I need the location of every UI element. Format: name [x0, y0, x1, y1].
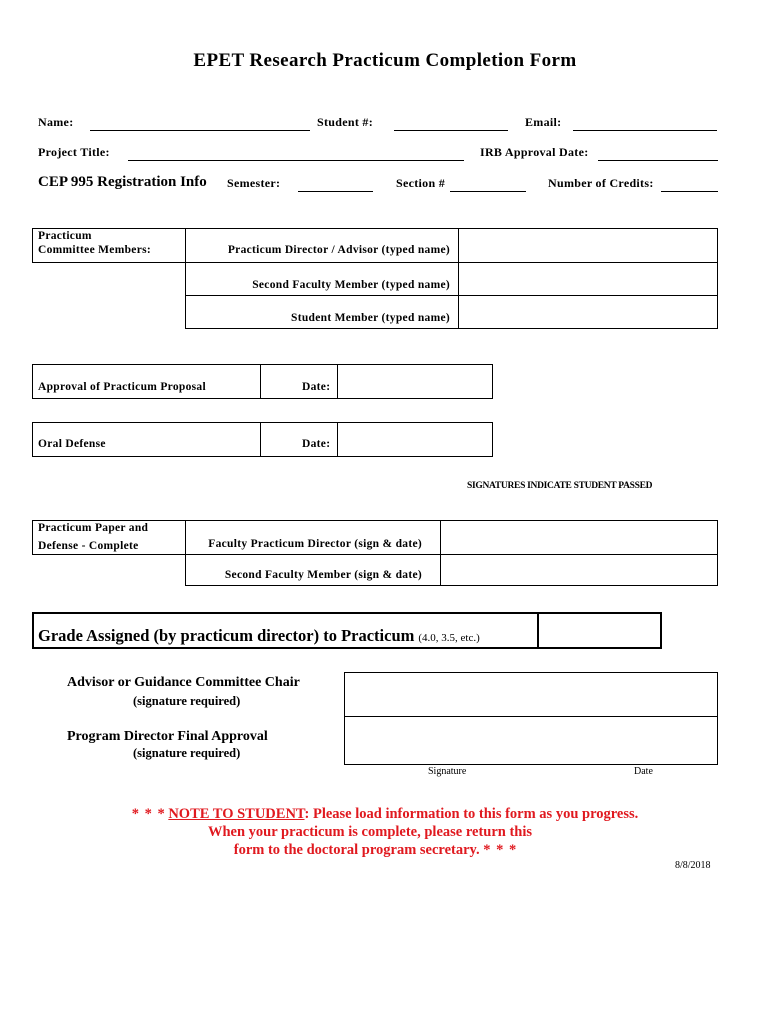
- oral-defense-label: Oral Defense: [38, 438, 106, 450]
- oral-divider-2: [337, 422, 338, 457]
- final-approvals-divider: [344, 716, 718, 717]
- date-caption: Date: [634, 766, 653, 777]
- committee-row-second-faculty-label: Second Faculty Member (typed name): [252, 279, 450, 291]
- semester-label: Semester:: [227, 176, 281, 190]
- page-title: EPET Research Practicum Completion Form: [193, 50, 577, 71]
- completion-label-line2: Defense - Complete: [38, 540, 139, 552]
- note-line-1: [0, 805, 770, 823]
- completion-row-second-faculty-field[interactable]: [442, 555, 717, 585]
- proposal-date-label: Date:: [302, 381, 331, 393]
- irb-approval-label: IRB Approval Date:: [480, 145, 589, 159]
- section-field[interactable]: [450, 191, 526, 192]
- completion-row-director-field[interactable]: [442, 521, 717, 553]
- committee-row-student-field[interactable]: [460, 296, 717, 328]
- oral-date-field[interactable]: [339, 423, 491, 456]
- proposal-divider-2: [337, 364, 338, 399]
- irb-approval-field[interactable]: [598, 160, 718, 161]
- advisor-approval-label: Advisor or Guidance Committee Chair: [67, 675, 300, 690]
- email-label: Email:: [525, 115, 562, 129]
- committee-row-director-field[interactable]: [460, 229, 717, 261]
- name-label: Name:: [38, 115, 74, 129]
- credits-label: Number of Credits:: [548, 176, 654, 190]
- name-field[interactable]: [90, 130, 310, 131]
- oral-divider-1: [260, 422, 261, 457]
- oral-date-label: Date:: [302, 438, 331, 450]
- proposal-divider-1: [260, 364, 261, 399]
- committee-label-line2: Committee Members:: [38, 244, 151, 256]
- note-line-3-text: form to the doctoral program secretary.: [233, 842, 480, 858]
- completion-divider: [440, 520, 441, 586]
- note-stars-left: * * *: [131, 806, 165, 822]
- student-number-label: Student #:: [317, 115, 374, 129]
- program-director-signature-field[interactable]: [346, 718, 716, 764]
- project-title-field[interactable]: [128, 160, 464, 161]
- grade-label: Grade Assigned (by practicum director) to Practicum: [38, 626, 415, 645]
- committee-row-director-label: Practicum Director / Advisor (typed name): [227, 244, 450, 256]
- signatures-note: SIGNATURES INDICATE STUDENT PASSED: [467, 481, 653, 491]
- grade-hint: (4.0, 3.5, etc.): [418, 632, 480, 644]
- advisor-approval-sub: (signature required): [133, 694, 241, 708]
- committee-label-line1: Practicum: [38, 230, 92, 242]
- committee-divider: [458, 228, 459, 329]
- note-stars-right: * * *: [483, 842, 517, 858]
- semester-field[interactable]: [298, 191, 373, 192]
- cep-registration-label: CEP 995 Registration Info: [38, 174, 207, 190]
- committee-row-student-label: Student Member (typed name): [291, 312, 450, 324]
- section-label: Section #: [396, 176, 446, 190]
- project-title-label: Project Title:: [38, 145, 110, 159]
- footer-date: 8/8/2018: [675, 860, 711, 871]
- program-approval-label: Program Director Final Approval: [67, 729, 268, 744]
- completion-row-director-label: Faculty Practicum Director (sign & date): [208, 538, 422, 550]
- email-field[interactable]: [573, 130, 717, 131]
- completion-label-line1: Practicum Paper and: [38, 522, 149, 534]
- note-to-student: [0, 805, 770, 859]
- completion-row-second-faculty-label: Second Faculty Member (sign & date): [224, 569, 422, 581]
- proposal-date-field[interactable]: [339, 365, 491, 398]
- credits-field[interactable]: [661, 191, 718, 192]
- signature-caption: Signature: [428, 766, 467, 777]
- advisor-signature-field[interactable]: [346, 674, 716, 715]
- grade-divider: [537, 612, 539, 649]
- program-approval-sub: (signature required): [133, 746, 241, 760]
- note-line-1-text: : Please load information to this form as you progress.: [304, 806, 639, 822]
- committee-row-second-faculty-field[interactable]: [460, 263, 717, 294]
- proposal-approval-label: Approval of Practicum Proposal: [38, 381, 206, 393]
- grade-field[interactable]: [540, 614, 660, 647]
- grade-label-wrap: [38, 626, 480, 646]
- note-line-3: [0, 841, 770, 859]
- note-line-2: When your practicum is complete, please return this: [207, 824, 533, 840]
- note-heading: NOTE TO STUDENT: [168, 806, 305, 822]
- student-number-field[interactable]: [394, 130, 508, 131]
